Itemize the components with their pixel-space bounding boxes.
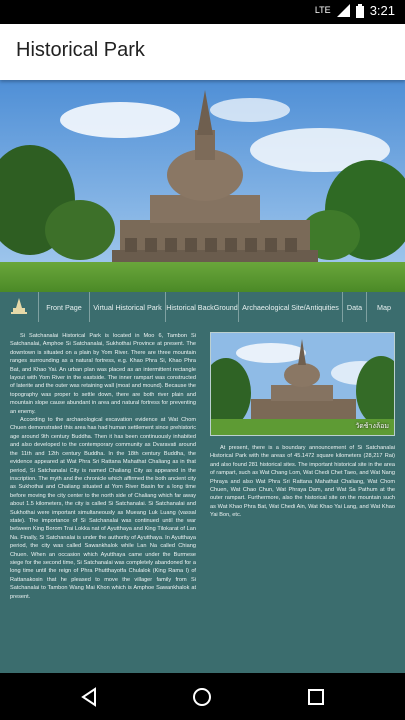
network-type: LTE <box>314 5 331 15</box>
page-title: Historical Park <box>16 39 145 61</box>
home-icon[interactable] <box>190 685 214 709</box>
recents-icon[interactable] <box>304 685 328 709</box>
back-icon[interactable] <box>78 685 102 709</box>
history-paragraph-1: Si Satchanalai Historical Park is located in Moo 6, Tambon Si Satchanalai, Amphoe Si Satchanalai, Sukhothai Province at present. The downtown is situated on a plain by Yom River. There are three mountain ranges surrounding as a natural fortress, e.g. Khao Phra Si, Khao Phra Bat, and Khao Yai. An urban plan was placed as an intermittent rectangle layout with Yom River in the eastside. The inner rampart was constructed of laterite and the outer was retaining wall (moat and mound). Because the topography was proper to settle down, there are both river plain and mountain slope cause abundant in area and natural fortress for preventing an enemy. <box>10 333 196 415</box>
history-paragraph-2: According to the archaeological excavation evidence at Wat Chom Chuen demonstrated this area has had human settlement since prehistoric age around 9th century Buddha. Then it has been continuously inhabited and also developed to the contemporary community as Dvaravati around the 11th and 12th century Buddha. In the 18th century Buddha, the evidence appeared at Wat Phra Sri Rattana Mahathat Chaliang as in that period, Si Satchanalai City is named Chaliang City as appeared in the inscription. The myth and the chronicle which affirmed the both ancient city as Sukhothai and Chaliang situated at Yom River Basin for a long time before moving the city center to the north side of Chaliang which far away about 1.5 kilometers, the city is called Si Satchanalai. Si Satchanalai and Sukhothai were important simultaneously as Mueang Luk Luang (vassal state). The importance of Si Satchanalai was continued until the war between King Borom Trai Lokka nat of Ayutthaya and King Tilokarat of Lan Na. Finally, Si Satchanalai is under the authority of Ayutthaya. In Ayutthaya period, the city was called Sawankhalok while Lan Na called Chiang Chuen. When an occasion which Ayutthaya came under the Burmese siege for the second time, Si Satchanalai was completely abandoned for a long time until the reign of Phra Phutthayotfa Chulalok (King Rama I) of Rattanakosin that he pleased to move the villager family from Si Satchanalai to Tambon Wang Mai Khon which is Amphoe Sawankhalok at present. <box>10 417 196 600</box>
side-column <box>210 332 395 520</box>
nav-historical-background[interactable]: Historical BackGround <box>166 292 239 322</box>
nav-data[interactable]: Data <box>343 292 367 322</box>
clock: 3:21 <box>369 3 395 18</box>
section-nav <box>0 292 405 322</box>
content-area <box>0 322 405 673</box>
temple-logo-icon <box>9 297 29 317</box>
history-text-column <box>10 332 196 601</box>
battery-icon <box>356 4 364 18</box>
present-paragraph: At present, there is a boundary announcement of Si Satchanalai Historical Park with the areas of 45.1472 square kilometers (28,217 Rai) and also found 281 historical sites. The important historical site in the area of rampart, such as Wat Chang Lom, Wat Chedi Chet Taeo, and Wat Nang Phraya and also Wat Phra Sri Rattana Mahathat Chaliang, Wat Chom Chuen, Wat Chao Chun, Wat Phraya Dam, and Wat Sa Pathum at the outer rampart. Furthermore, also the historical site on the mountain such as Wat Khao Phra Bat, Wat Chedi Ain, Wat Khao Yai Lang, and Wat Khao Yai Bon, etc. <box>210 445 395 519</box>
nav-virtual-historical-park[interactable]: Virtual Historical Park <box>90 292 166 322</box>
nav-map[interactable]: Map <box>377 302 391 312</box>
signal-icon <box>337 4 350 17</box>
logo[interactable] <box>0 292 39 322</box>
photo-caption: วัดช้างล้อม <box>355 423 389 430</box>
system-nav-bar <box>0 673 405 720</box>
nav-archaeological-site[interactable]: Archaeological Site/Antiquities <box>239 292 343 322</box>
status-bar <box>0 0 405 24</box>
app-bar <box>0 24 405 80</box>
nav-front-page[interactable]: Front Page <box>39 292 90 322</box>
temple-photo <box>210 332 395 436</box>
hero-image <box>0 80 405 292</box>
